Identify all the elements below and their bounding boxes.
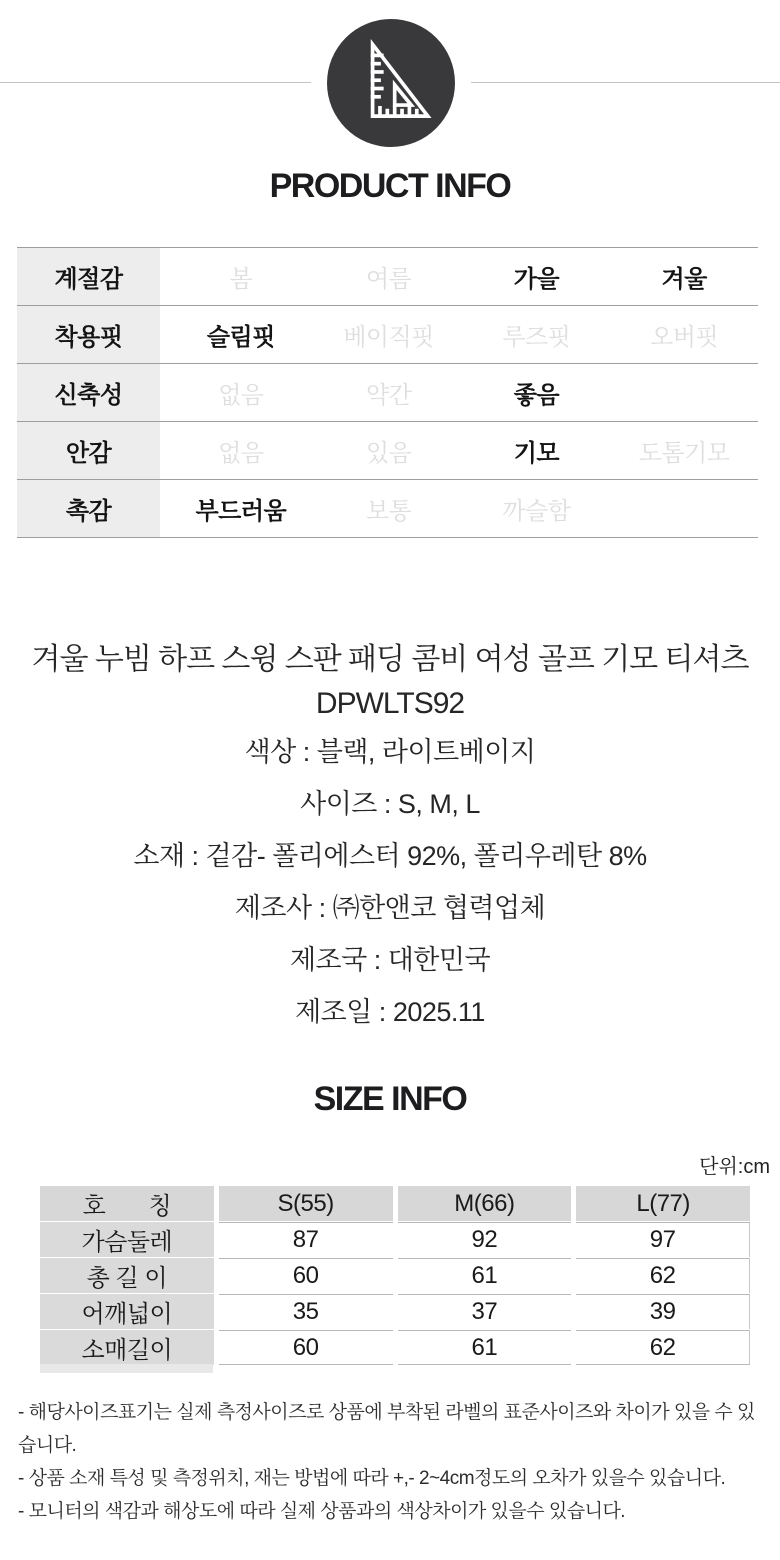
size-col-m: M(66) xyxy=(398,1186,572,1221)
size-value: 97 xyxy=(576,1222,750,1257)
attr-label-texture: 촉감 xyxy=(17,480,167,537)
product-manufacturer: 제조사 : ㈜한앤코 협력업체 xyxy=(234,893,546,923)
option-over-fit: 오버핏 xyxy=(650,324,719,351)
option-loose-fit: 루즈핏 xyxy=(502,324,571,351)
size-value: 61 xyxy=(398,1258,572,1293)
option-winter: 겨울 xyxy=(661,266,707,293)
table-row xyxy=(40,1330,750,1364)
ruler-triangle-icon xyxy=(327,19,455,147)
note-line: - 상품 소재 특성 및 측정위치, 재는 방법에 따라 +,- 2~4cm정도의 오차가 있을수 있습니다. xyxy=(18,1468,726,1489)
size-row-shoulder: 어깨넓이 xyxy=(40,1294,214,1329)
option-slim-fit: 슬림핏 xyxy=(206,324,275,351)
table-row xyxy=(40,1258,750,1292)
product-description xyxy=(0,638,780,1038)
size-value: 39 xyxy=(576,1294,750,1329)
attr-label-fit: 착용핏 xyxy=(17,306,167,363)
option-basic-fit: 베이직핏 xyxy=(343,324,434,351)
option-texture-soft: 부드러움 xyxy=(195,498,287,525)
table-row xyxy=(17,306,758,364)
size-value: 37 xyxy=(398,1294,572,1329)
option-lining-thick-fleece: 도톰기모 xyxy=(638,440,730,467)
product-color: 색상 : 블랙, 라이트베이지 xyxy=(244,737,536,767)
size-col-name: 호 칭 xyxy=(40,1186,214,1221)
size-value: 62 xyxy=(576,1330,750,1365)
size-table-header-row xyxy=(40,1186,750,1220)
size-row-length: 총 길 이 xyxy=(40,1258,214,1293)
size-value: 62 xyxy=(576,1258,750,1293)
option-stretch-none: 없음 xyxy=(218,382,264,409)
size-table-footer-strip xyxy=(40,1364,213,1373)
size-col-l: L(77) xyxy=(576,1186,750,1221)
table-row xyxy=(17,364,758,422)
note-line: - 해당사이즈표기는 실제 측정사이즈로 상품에 부착된 라벨의 표준사이즈와 차이가 있을 수 있습니다. xyxy=(18,1402,755,1456)
option-empty xyxy=(610,364,758,421)
size-value: 60 xyxy=(219,1258,393,1293)
option-stretch-slight: 약간 xyxy=(365,382,412,409)
product-material: 소재 : 겉감- 폴리에스터 92%, 폴리우레탄 8% xyxy=(133,841,647,871)
size-value: 61 xyxy=(398,1330,572,1365)
size-row-sleeve: 소매길이 xyxy=(40,1330,214,1365)
option-texture-rough: 까슬함 xyxy=(502,498,571,525)
product-country: 제조국 : 대한민국 xyxy=(289,945,491,975)
size-info-title: SIZE INFO xyxy=(313,1080,467,1118)
option-lining-fleece: 기모 xyxy=(513,440,560,467)
option-fall: 가을 xyxy=(513,266,560,293)
option-lining-none: 없음 xyxy=(218,440,264,467)
table-row xyxy=(40,1294,750,1328)
size-row-chest: 가슴둘레 xyxy=(40,1222,214,1257)
size-value: 60 xyxy=(219,1330,393,1365)
product-attributes-table xyxy=(17,247,758,538)
size-col-s: S(55) xyxy=(219,1186,393,1221)
table-row xyxy=(17,248,758,306)
attr-label-stretch: 신축성 xyxy=(17,364,167,421)
product-size: 사이즈 : S, M, L xyxy=(300,789,480,819)
attr-label-season: 계절감 xyxy=(17,248,167,305)
option-spring: 봄 xyxy=(229,266,253,293)
table-row xyxy=(17,422,758,480)
attr-label-lining: 안감 xyxy=(17,422,167,479)
table-row xyxy=(40,1222,750,1256)
option-empty xyxy=(610,480,758,537)
size-value: 92 xyxy=(398,1222,572,1257)
size-table xyxy=(40,1186,750,1364)
note-line: - 모니터의 색감과 해상도에 따라 실제 상품과의 색상차이가 있을수 있습니다. xyxy=(18,1501,626,1522)
size-value: 35 xyxy=(219,1294,393,1329)
option-texture-normal: 보통 xyxy=(365,498,412,525)
product-date: 제조일 : 2025.11 xyxy=(295,997,485,1027)
table-row xyxy=(17,480,758,538)
unit-label: 단위:cm xyxy=(699,1156,770,1178)
option-summer: 여름 xyxy=(365,266,412,293)
product-name: 겨울 누빔 하프 스윙 스판 패딩 콤비 여성 골프 기모 티셔츠 DPWLTS92 xyxy=(31,643,749,720)
size-value: 87 xyxy=(219,1222,393,1257)
option-stretch-good: 좋음 xyxy=(513,382,560,409)
option-lining-yes: 있음 xyxy=(365,440,412,467)
product-info-title: PRODUCT INFO xyxy=(269,167,511,205)
disclaimer-notes xyxy=(18,1396,768,1528)
